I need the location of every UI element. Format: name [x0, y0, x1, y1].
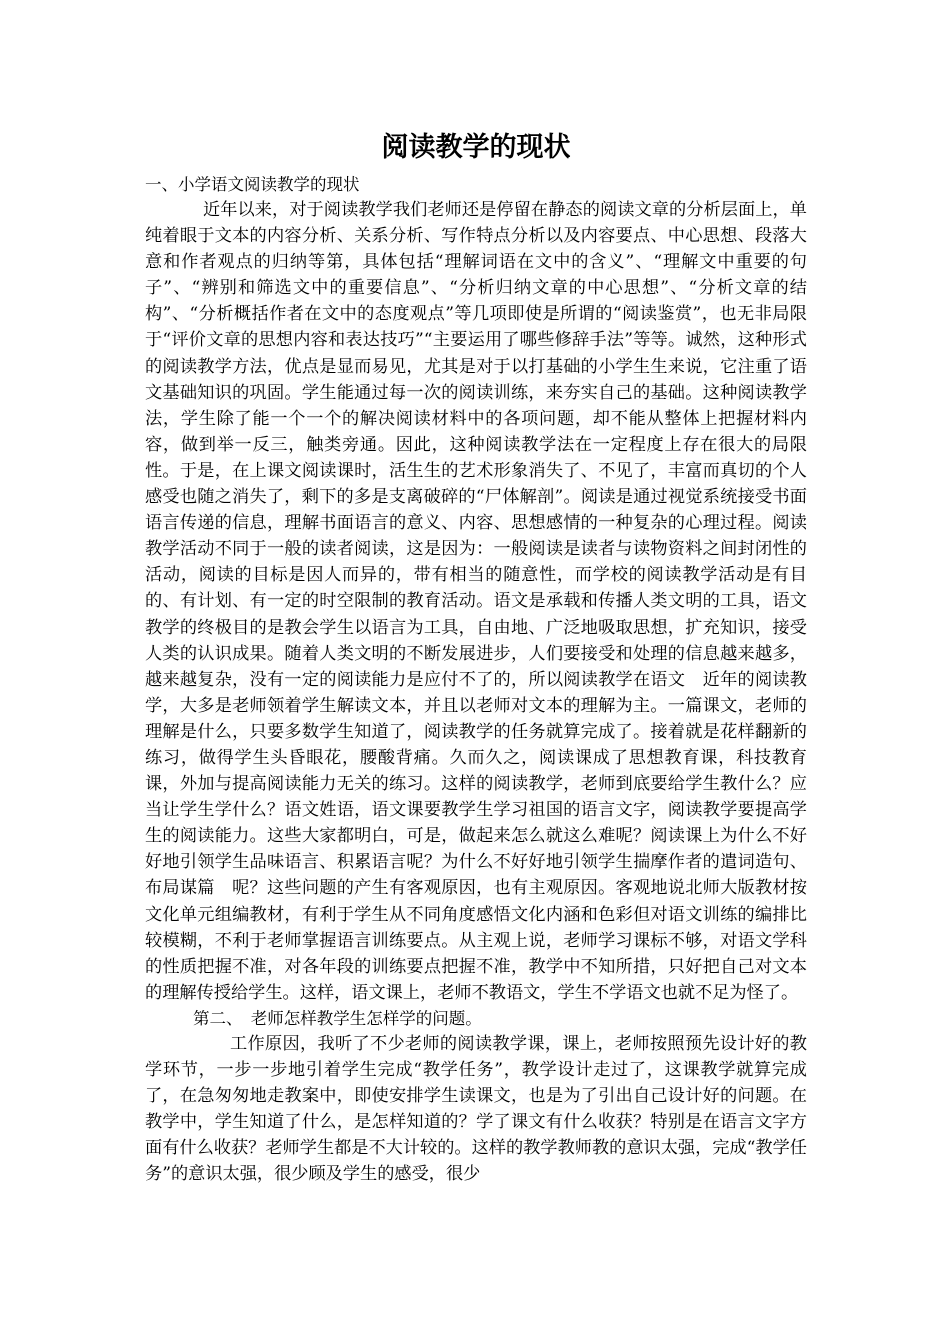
section-1-heading: 一、小学语文阅读教学的现状 — [145, 175, 360, 194]
section-1-body: 近年以来，对于阅读教学我们老师还是停留在静态的阅读文章的分析层面上，单纯着眼于文本的内容分析、关系分析、写作特点分析以及内容要点、中心思想、段落大意和作者观点的归纳等第，具体包括“理解词语在文中的含义”、“理解文中重要的句子”、“辨别和筛选文中的重要信息”、“分析归纳文章的中心思想”、“分析文章的结构”、“分析概括作者在文中的态度观点”等几项即使是所谓的“阅读鉴赏”，也无非局限于“评价文章的思想内容和表达技巧”“主要运用了哪些修辞手法”等等。诚然，这种形式的阅读教学方法，优点是显而易见，尤其是对于以打基础的小学生生来说，它注重了语文基础知识的巩固。学生能通过每一次的阅读训练，来夯实自己的基础。这种阅读教学法，学生除了能一个一个的解决阅读材料中的各项问题，却不能从整体上把握材料内容，做到举一反三，触类旁通。因此，这种阅读教学法在一定程度上存在很大的局限性。于是，在上课文阅读课时，活生生的艺术形象消失了、不见了，丰富而真切的个人感受也随之消失了，剩下的多是支离破碎的“尸体解剖”。阅读是通过视觉系统接受书面语言传递的信息，理解书面语言的意义、内容、思想感情的一种复杂的心理过程。阅读教学活动不同于一般的读者阅读，这是因为：一般阅读是读者与读物资料之间封闭性的活动，阅读的目标是因人而异的，带有相当的随意性，而学校的阅读教学活动是有目的、有计划、有一定的时空限制的教育活动。语文是承载和传播人类文明的工具，语文教学的终极目的是教会学生以语言为工具，自由地、广泛地吸取思想，扩充知识，接受人类的认识成果。随着人类文明的不断发展进步，人们要接受和处理的信息越来越多，越来越复杂，没有一定的阅读能力是应付不了的，所以阅读教学在语文 近年的阅读教学，大多是老师领着学生解读文本，并且以老师对文本的理解为主。一篇课文，老师的理解是什么，只要多数学生知道了，阅读教学的任务就算完成了。接着就是花样翻新的练习，做得学生头昏眼花，腰酸背痛。久而久之，阅读课成了思想教育课，科技教育课，外加与提高阅读能力无关的练习。这样的阅读教学，老师到底要给学生教什么？应当让学生学什么？语文姓语，语文课要教学生学习祖国的语言文字，阅读教学要提高学生的阅读能力。这些大家都明白，可是，做起来怎么就这么难呢？阅读课上为什么不好好地引领学生品味语言、积累语言呢？为什么不好好地引领学生揣摩作者的遣词造句、布局谋篇 呢？这些问题的产生有客观原因，也有主观原因。客观地说北师大版教材按文化单元组编教材，有利于学生从不同角度感悟文化内涵和色彩但对语文训练的编排比较模糊，不利于老师掌握语言训练要点。从主观上说，老师学习课标不够，对语文学科的性质把握不准，对各年段的训练要点把握不准，教学中不知所措，只好把自己对文本的理解传授给学生。这样，语文课上，老师不教语文，学生不学语文也就不足为怪了。 — [145, 200, 807, 1003]
section-2-body: 工作原因，我听了不少老师的阅读教学课，课上，老师按照预先设计好的教学环节，一步一步地引着学生完成“教学任务”，教学设计走过了，这课教学就算完成了，在急匆匆地走教案中，即使安排学生读课文，也是为了引出自己设计好的问题。在教学中，学生知道了什么，是怎样知道的？学了课文有什么收获？特别是在语言文字方面有什么收获？老师学生都是不大计较的。这样的教学教师教的意识太强，完成“教学任务”的意识太强，很少顾及学生的感受，很少 — [145, 1033, 807, 1185]
document-title: 阅读教学的现状 — [381, 132, 571, 163]
section-2-heading: 第二、 老师怎样教学生怎样学的问题。 — [193, 1008, 482, 1028]
document-page — [145, 128, 807, 1187]
